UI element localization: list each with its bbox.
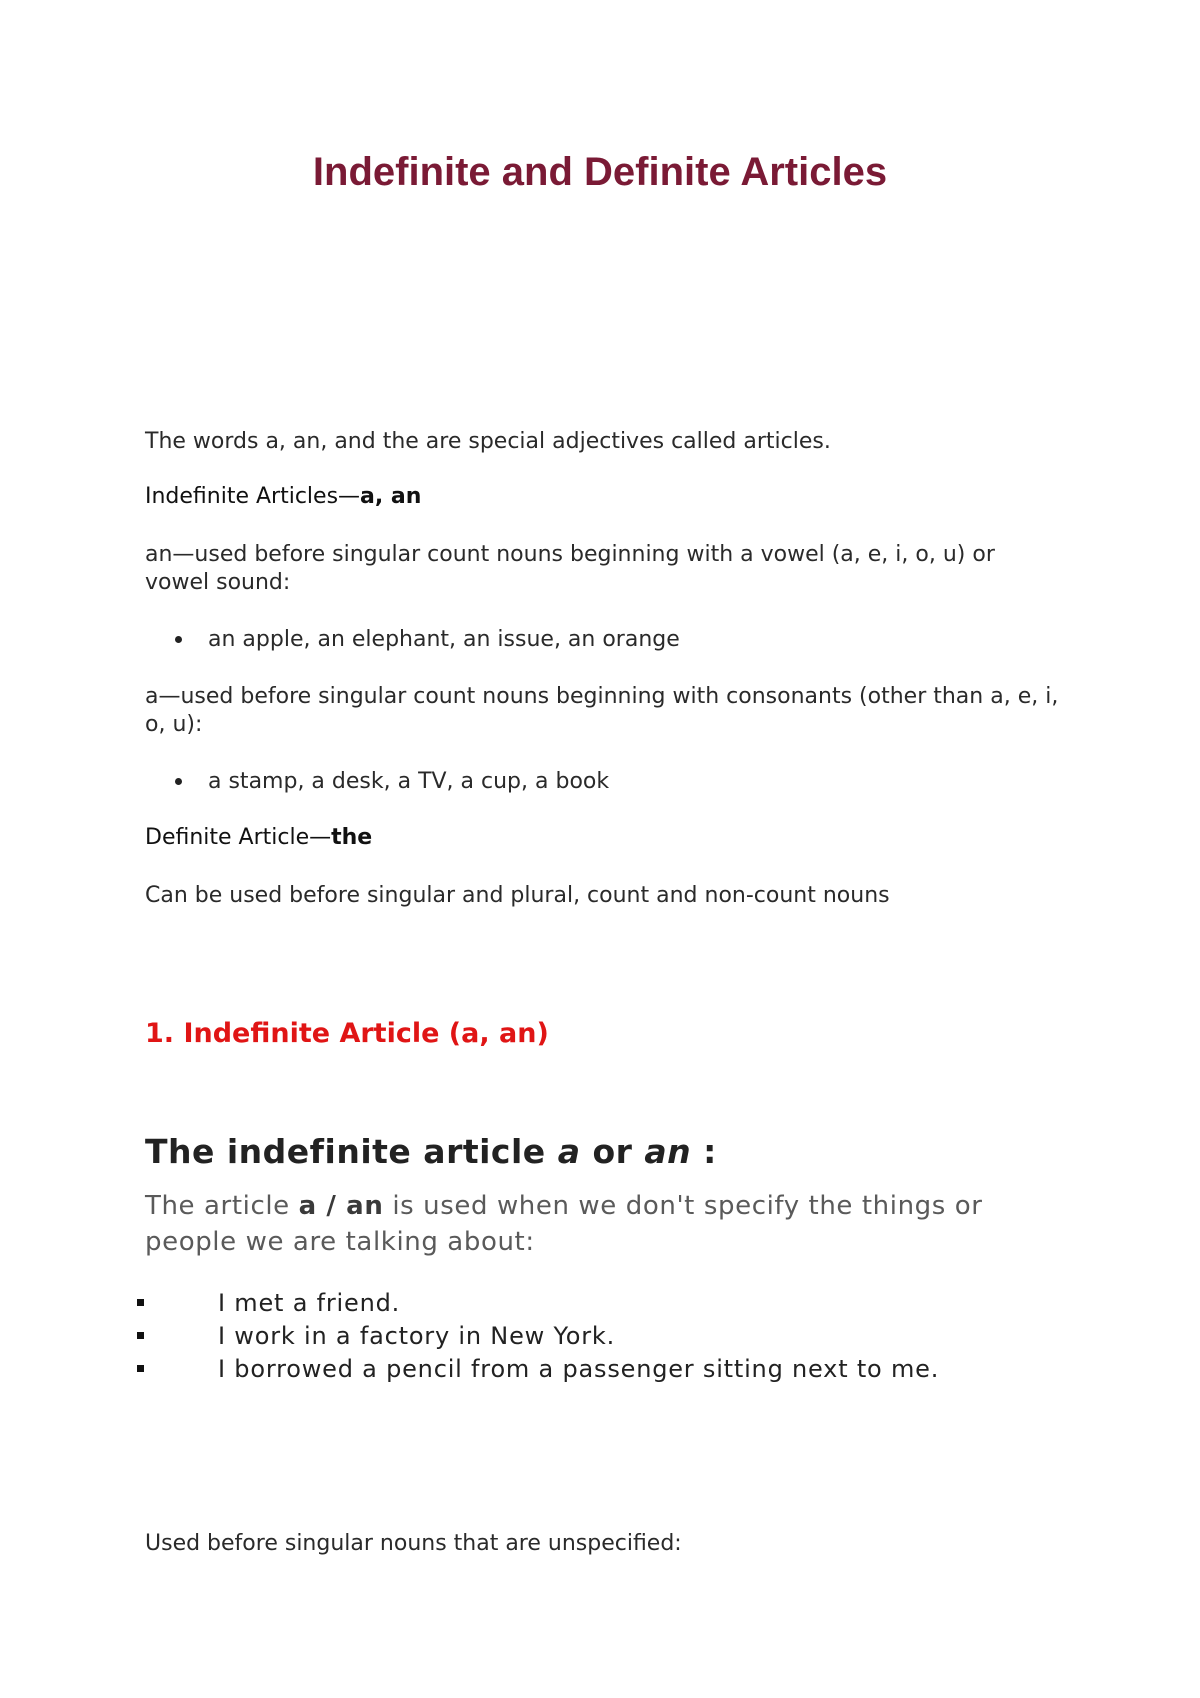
a-examples-item — [175, 769, 609, 794]
definite-rule-paragraph: Can be used before singular and plural, count and non-count nouns — [145, 883, 890, 908]
a-rule-paragraph: a—used before singular count nouns beginning with consonants (other than a, e, i, o, u): — [145, 684, 1059, 737]
usage-terms: a / an — [298, 1191, 384, 1221]
big-heading-prefix: The indefinite article — [145, 1132, 558, 1171]
usage-suffix: is used when we don't specify the things or people we are talking about: — [145, 1191, 983, 1257]
bullet-icon — [175, 778, 182, 785]
indefinite-article-heading — [145, 1132, 717, 1171]
big-heading-or: or — [580, 1132, 645, 1171]
definite-article-heading — [145, 825, 372, 850]
example-sentence: I work in a factory in New York. — [218, 1321, 616, 1350]
square-bullet-icon — [137, 1332, 144, 1339]
example-sentence-list — [137, 1286, 939, 1385]
usage-prefix: The article — [145, 1191, 299, 1221]
indefinite-heading-terms: a, an — [360, 484, 422, 509]
list-item — [137, 1352, 939, 1385]
footer-paragraph: Used before singular nouns that are unspecified: — [145, 1531, 682, 1556]
square-bullet-icon — [137, 1365, 144, 1372]
indefinite-heading-label: Indefinite Articles— — [145, 484, 361, 509]
square-bullet-icon — [137, 1299, 144, 1306]
big-heading-an: an — [644, 1132, 692, 1171]
list-item — [137, 1319, 939, 1352]
a-examples-text: a stamp, a desk, a TV, a cup, a book — [208, 769, 610, 794]
an-examples-item — [175, 627, 680, 652]
list-item — [137, 1286, 939, 1319]
example-sentence: I borrowed a pencil from a passenger sitting next to me. — [218, 1354, 940, 1383]
definite-heading-terms: the — [331, 825, 373, 850]
an-rule-paragraph: an—used before singular count nouns beginning with a vowel (a, e, i, o, u) or vowel sound: — [145, 542, 995, 595]
intro-paragraph: The words a, an, and the are special adjectives called articles. — [145, 429, 831, 454]
section-heading-indefinite: 1. Indefinite Article (a, an) — [145, 1018, 549, 1049]
indefinite-articles-heading — [145, 484, 421, 509]
bullet-icon — [175, 636, 182, 643]
page-title: Indefinite and Definite Articles — [312, 150, 888, 194]
example-sentence: I met a friend. — [218, 1288, 401, 1317]
usage-description — [145, 1188, 1075, 1260]
an-examples-text: an apple, an elephant, an issue, an orange — [208, 627, 680, 652]
definite-heading-label: Definite Article— — [145, 825, 332, 850]
big-heading-a: a — [557, 1132, 581, 1171]
big-heading-suffix: : — [691, 1132, 717, 1171]
